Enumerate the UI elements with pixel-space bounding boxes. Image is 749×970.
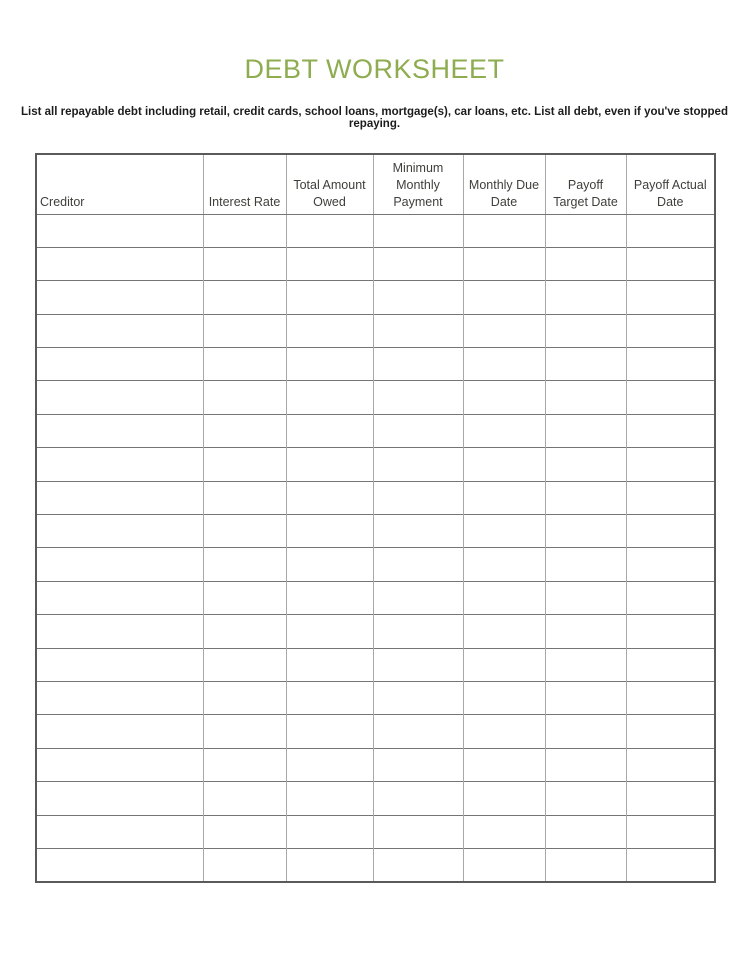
- debt-table: [35, 153, 716, 883]
- table-cell[interactable]: [373, 314, 463, 347]
- table-cell[interactable]: [203, 381, 286, 414]
- table-cell[interactable]: [626, 515, 715, 548]
- table-cell[interactable]: [203, 681, 286, 714]
- table-cell[interactable]: [373, 615, 463, 648]
- table-cell[interactable]: [36, 381, 203, 414]
- table-cell[interactable]: [203, 848, 286, 881]
- table-cell[interactable]: [373, 681, 463, 714]
- table-cell[interactable]: [373, 848, 463, 881]
- table-row: [36, 748, 715, 781]
- table-cell[interactable]: [626, 348, 715, 381]
- table-cell[interactable]: [286, 515, 373, 548]
- table-cell[interactable]: [286, 481, 373, 514]
- table-cell[interactable]: [203, 581, 286, 614]
- table-cell[interactable]: [545, 281, 626, 314]
- page-title: DEBT WORKSHEET: [244, 54, 505, 84]
- table-cell[interactable]: [373, 448, 463, 481]
- table-header-row: [36, 154, 715, 214]
- table-cell[interactable]: [286, 314, 373, 347]
- table-cell[interactable]: [463, 214, 545, 247]
- table-cell[interactable]: [463, 615, 545, 648]
- table-cell[interactable]: [545, 581, 626, 614]
- table-cell[interactable]: [373, 782, 463, 815]
- table-row: [36, 548, 715, 581]
- table-cell[interactable]: [286, 782, 373, 815]
- table-cell[interactable]: [36, 815, 203, 848]
- table-cell[interactable]: [626, 481, 715, 514]
- table-cell[interactable]: [203, 815, 286, 848]
- column-header-total-amount-owed: Total Amount Owed: [286, 154, 373, 214]
- table-cell[interactable]: [203, 448, 286, 481]
- instruction-text: List all repayable debt including retail, credit cards, school loans, mortgage(s), car loans, etc. List all debt, even if you've stopped repaying.: [21, 106, 728, 130]
- table-cell[interactable]: [203, 748, 286, 781]
- table-cell[interactable]: [626, 548, 715, 581]
- table-row: [36, 615, 715, 648]
- table-row: [36, 815, 715, 848]
- table-cell[interactable]: [626, 782, 715, 815]
- table-cell[interactable]: [36, 782, 203, 815]
- table-cell[interactable]: [463, 314, 545, 347]
- table-cell[interactable]: [463, 848, 545, 881]
- table-cell[interactable]: [36, 515, 203, 548]
- table-cell[interactable]: [286, 281, 373, 314]
- table-cell[interactable]: [626, 815, 715, 848]
- table-cell[interactable]: [545, 848, 626, 881]
- table-cell[interactable]: [463, 448, 545, 481]
- table-cell[interactable]: [286, 381, 373, 414]
- table-cell[interactable]: [36, 281, 203, 314]
- table-cell[interactable]: [545, 748, 626, 781]
- table-cell[interactable]: [626, 214, 715, 247]
- table-row: [36, 381, 715, 414]
- table-cell[interactable]: [626, 648, 715, 681]
- column-header-payoff-actual-date: Payoff Actual Date: [626, 154, 715, 214]
- table-row: [36, 848, 715, 881]
- table-row: [36, 681, 715, 714]
- table-cell[interactable]: [463, 414, 545, 447]
- table-cell[interactable]: [36, 648, 203, 681]
- table-row: [36, 448, 715, 481]
- table-cell[interactable]: [36, 214, 203, 247]
- table-cell[interactable]: [463, 648, 545, 681]
- table-cell[interactable]: [545, 715, 626, 748]
- table-cell[interactable]: [463, 681, 545, 714]
- table-cell[interactable]: [626, 615, 715, 648]
- table-cell[interactable]: [286, 414, 373, 447]
- table-cell[interactable]: [545, 381, 626, 414]
- table-cell[interactable]: [286, 348, 373, 381]
- table-cell[interactable]: [626, 715, 715, 748]
- table-cell[interactable]: [36, 848, 203, 881]
- table-cell[interactable]: [463, 381, 545, 414]
- table-row: [36, 214, 715, 247]
- table-row: [36, 581, 715, 614]
- table-cell[interactable]: [373, 381, 463, 414]
- table-cell[interactable]: [463, 581, 545, 614]
- table-row: [36, 247, 715, 280]
- table-cell[interactable]: [545, 481, 626, 514]
- table-cell[interactable]: [463, 748, 545, 781]
- table-cell[interactable]: [36, 247, 203, 280]
- column-header-creditor: Creditor: [36, 154, 203, 214]
- table-cell[interactable]: [203, 715, 286, 748]
- table-row: [36, 782, 715, 815]
- table-cell[interactable]: [286, 548, 373, 581]
- table-cell[interactable]: [545, 348, 626, 381]
- table-cell[interactable]: [626, 314, 715, 347]
- table-cell[interactable]: [626, 414, 715, 447]
- table-cell[interactable]: [626, 681, 715, 714]
- table-cell[interactable]: [203, 648, 286, 681]
- table-cell[interactable]: [626, 381, 715, 414]
- table-row: [36, 515, 715, 548]
- table-cell[interactable]: [286, 715, 373, 748]
- table-cell[interactable]: [545, 681, 626, 714]
- table-cell[interactable]: [36, 481, 203, 514]
- table-cell[interactable]: [463, 281, 545, 314]
- table-row: [36, 348, 715, 381]
- table-cell[interactable]: [463, 481, 545, 514]
- table-cell[interactable]: [286, 581, 373, 614]
- table-cell[interactable]: [286, 448, 373, 481]
- table-cell[interactable]: [463, 815, 545, 848]
- table-cell[interactable]: [373, 481, 463, 514]
- table-cell[interactable]: [545, 615, 626, 648]
- table-row: [36, 314, 715, 347]
- table-cell[interactable]: [373, 581, 463, 614]
- table-cell[interactable]: [203, 314, 286, 347]
- table-cell[interactable]: [373, 515, 463, 548]
- table-cell[interactable]: [36, 681, 203, 714]
- table-cell[interactable]: [203, 481, 286, 514]
- table-cell[interactable]: [286, 681, 373, 714]
- table-cell[interactable]: [545, 414, 626, 447]
- table-cell[interactable]: [373, 281, 463, 314]
- table-cell[interactable]: [545, 448, 626, 481]
- table-body: [36, 214, 715, 882]
- table-cell[interactable]: [36, 414, 203, 447]
- table-cell[interactable]: [545, 648, 626, 681]
- table-cell[interactable]: [36, 348, 203, 381]
- column-header-minimum-monthly-payment: Minimum Monthly Payment: [373, 154, 463, 214]
- column-header-payoff-target-date: Payoff Target Date: [545, 154, 626, 214]
- table-cell[interactable]: [36, 715, 203, 748]
- table-cell[interactable]: [36, 748, 203, 781]
- table-cell[interactable]: [286, 748, 373, 781]
- table-cell[interactable]: [203, 782, 286, 815]
- table-cell[interactable]: [36, 448, 203, 481]
- table-cell[interactable]: [463, 715, 545, 748]
- table-cell[interactable]: [36, 314, 203, 347]
- table-cell[interactable]: [545, 247, 626, 280]
- table-cell[interactable]: [545, 815, 626, 848]
- table-cell[interactable]: [36, 581, 203, 614]
- table-cell[interactable]: [545, 515, 626, 548]
- table-cell[interactable]: [373, 247, 463, 280]
- column-header-monthly-due-date: Monthly Due Date: [463, 154, 545, 214]
- table-cell[interactable]: [203, 615, 286, 648]
- table-cell[interactable]: [626, 281, 715, 314]
- table-cell[interactable]: [373, 748, 463, 781]
- table-cell[interactable]: [203, 348, 286, 381]
- table-row: [36, 648, 715, 681]
- table-cell[interactable]: [545, 548, 626, 581]
- table-cell[interactable]: [36, 615, 203, 648]
- table-cell[interactable]: [463, 782, 545, 815]
- table-cell[interactable]: [545, 314, 626, 347]
- table-cell[interactable]: [373, 548, 463, 581]
- table-cell[interactable]: [373, 648, 463, 681]
- table-cell[interactable]: [203, 214, 286, 247]
- table-cell[interactable]: [203, 414, 286, 447]
- table-cell[interactable]: [286, 815, 373, 848]
- table-cell[interactable]: [463, 548, 545, 581]
- table-cell[interactable]: [373, 348, 463, 381]
- table-cell[interactable]: [626, 448, 715, 481]
- table-cell[interactable]: [286, 247, 373, 280]
- table-cell[interactable]: [626, 247, 715, 280]
- table-cell[interactable]: [373, 414, 463, 447]
- table-cell[interactable]: [463, 247, 545, 280]
- table-cell[interactable]: [373, 715, 463, 748]
- column-header-interest-rate: Interest Rate: [203, 154, 286, 214]
- table-cell[interactable]: [203, 548, 286, 581]
- table-row: [36, 414, 715, 447]
- table-cell[interactable]: [286, 615, 373, 648]
- table-cell[interactable]: [463, 348, 545, 381]
- table-cell[interactable]: [36, 548, 203, 581]
- table-cell[interactable]: [626, 581, 715, 614]
- table-cell[interactable]: [545, 214, 626, 247]
- table-cell[interactable]: [286, 214, 373, 247]
- table-cell[interactable]: [286, 848, 373, 881]
- table-cell[interactable]: [463, 515, 545, 548]
- table-cell[interactable]: [626, 748, 715, 781]
- table-row: [36, 715, 715, 748]
- table-cell[interactable]: [373, 214, 463, 247]
- table-row: [36, 481, 715, 514]
- table-cell[interactable]: [203, 281, 286, 314]
- table-cell[interactable]: [626, 848, 715, 881]
- table-row: [36, 281, 715, 314]
- table-cell[interactable]: [373, 815, 463, 848]
- table-cell[interactable]: [545, 782, 626, 815]
- table-cell[interactable]: [203, 247, 286, 280]
- table-cell[interactable]: [286, 648, 373, 681]
- table-cell[interactable]: [203, 515, 286, 548]
